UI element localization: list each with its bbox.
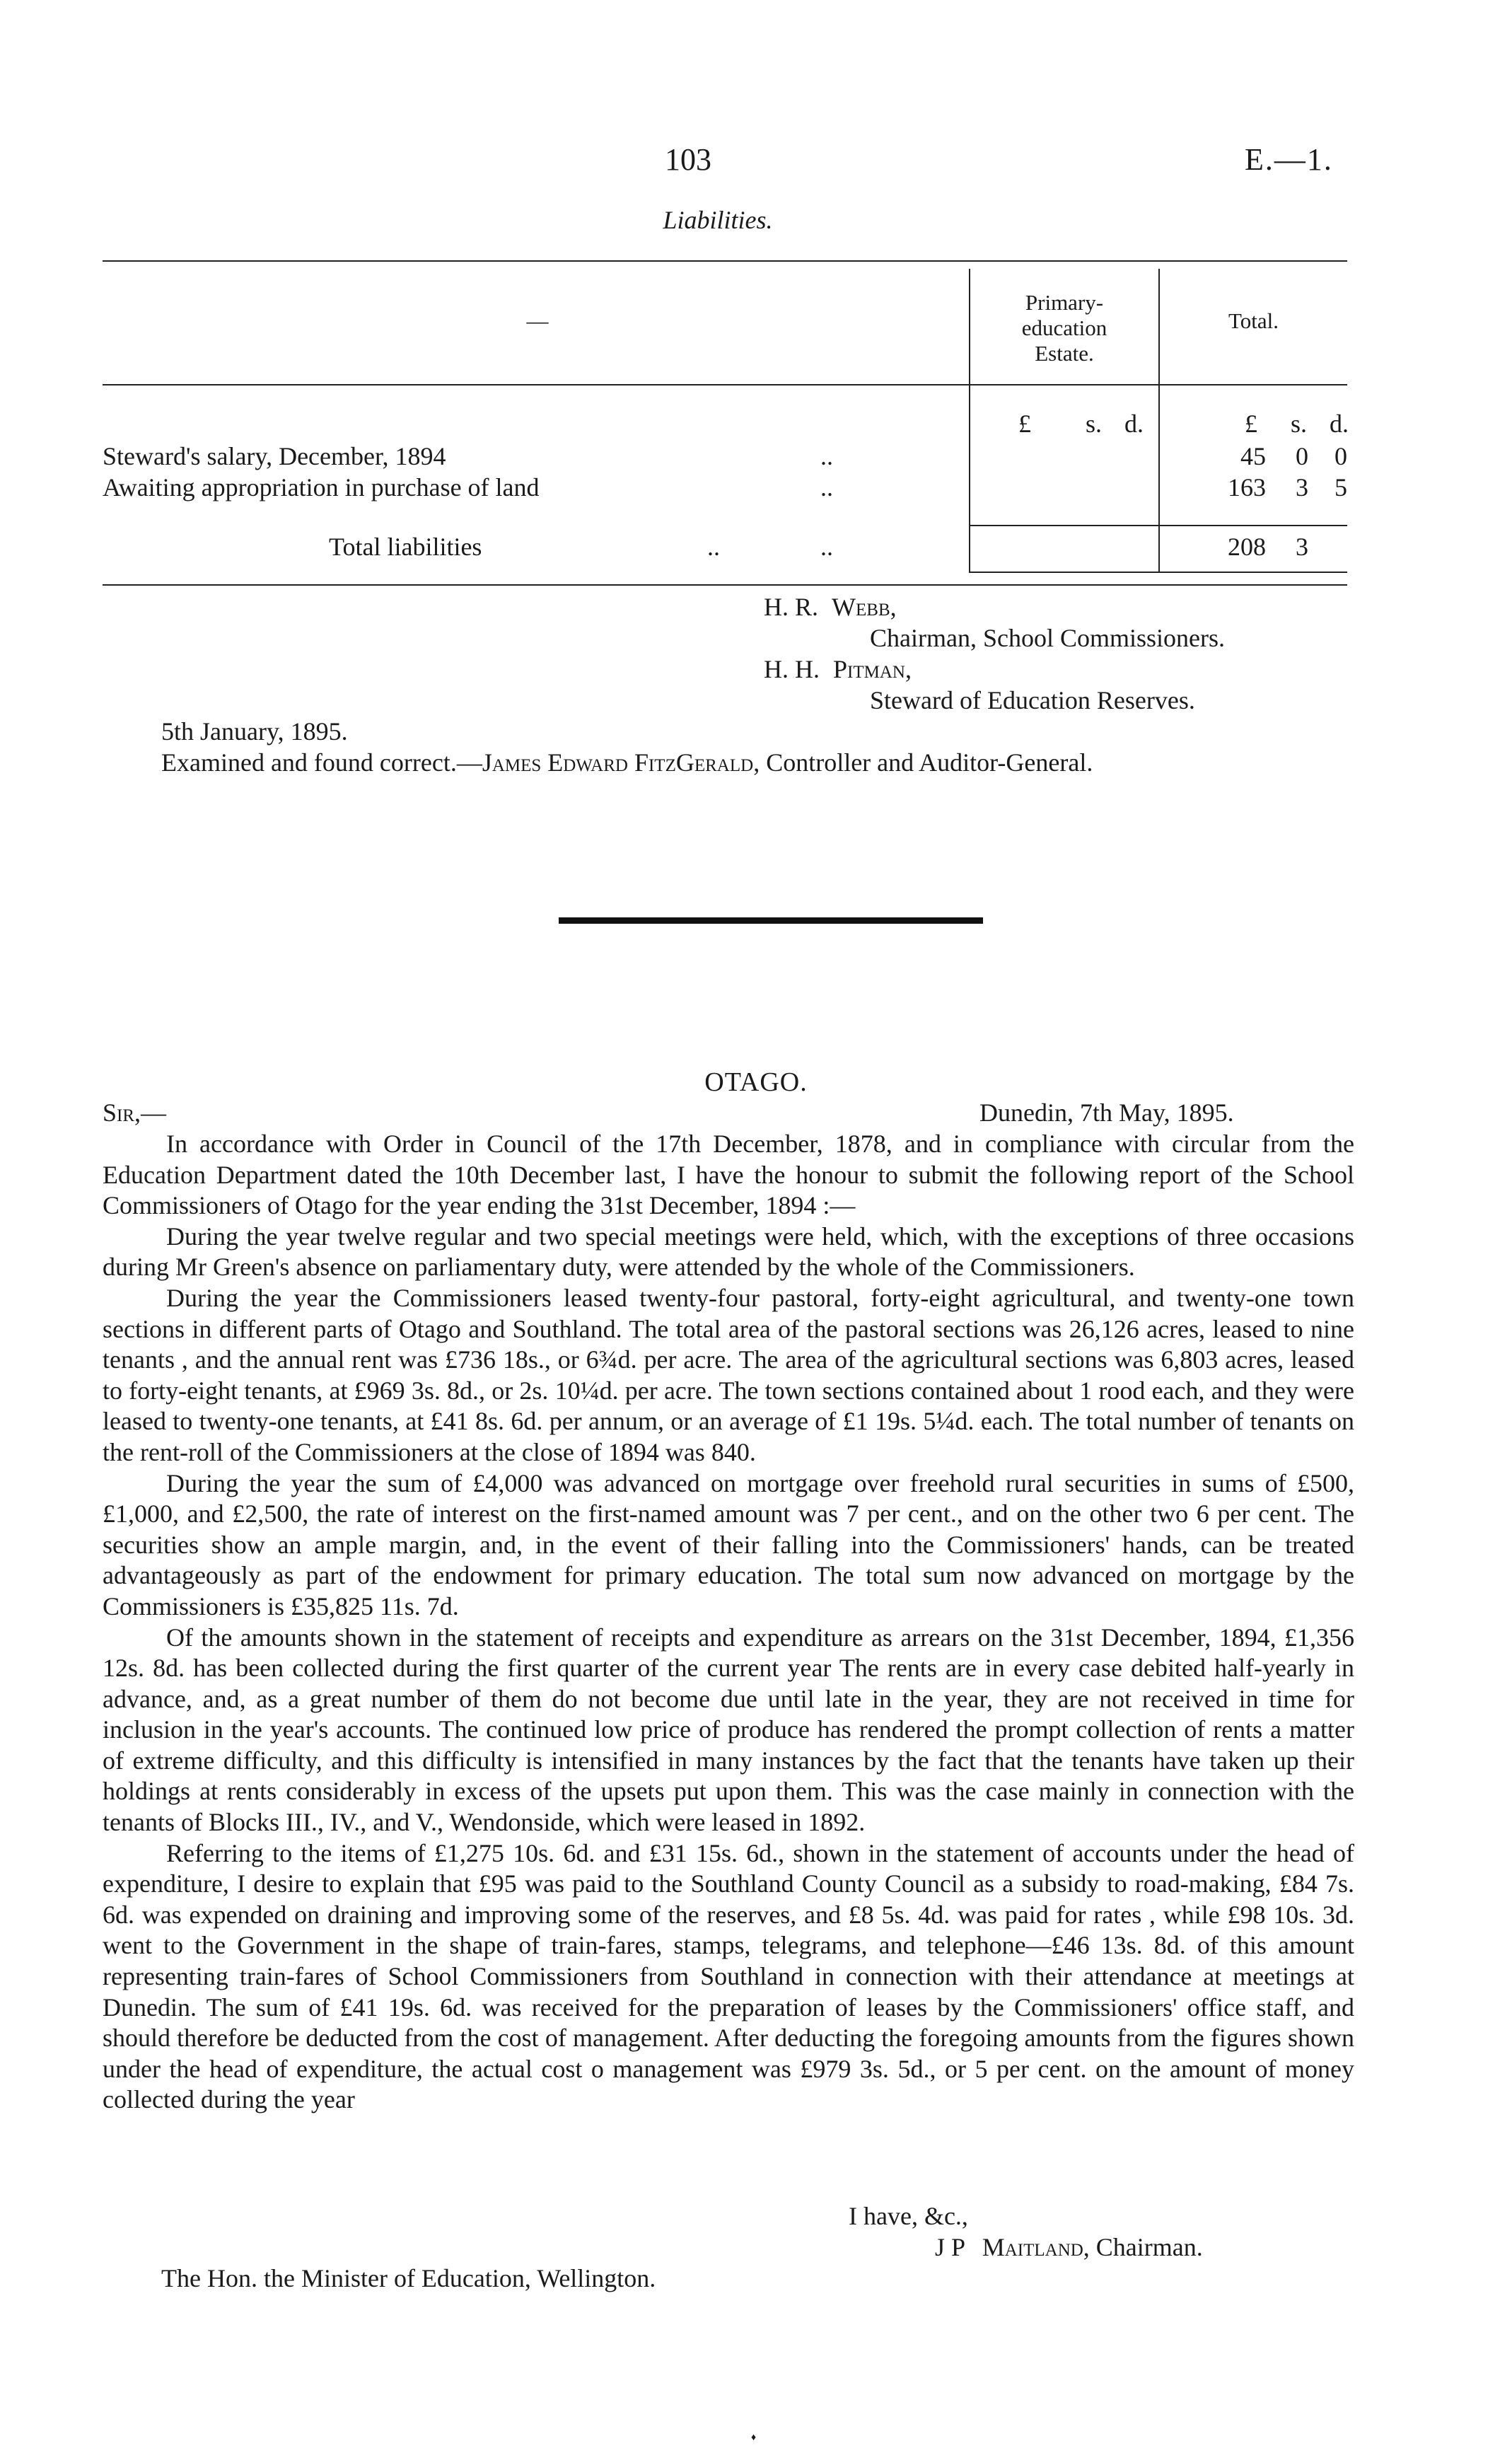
total-leader-1: ..: [707, 533, 720, 561]
signer-initials: J P: [935, 2233, 965, 2261]
total-shillings: 3: [1296, 533, 1308, 561]
signer-initials: H. H.: [764, 655, 820, 683]
row-leader: ..: [820, 473, 833, 501]
row-total-pence: 5: [1334, 473, 1347, 501]
report-paragraph: In accordance with Order in Council of the 17th December, 1878, and in compliance with circular from the Education Department dated the 10th December last, I have the honour to submit the following report of the School Commissioners of Otago for the year ending the 31st December, 1894 :—: [103, 1130, 1354, 1220]
unit-primary-shilling: s.: [1086, 410, 1103, 438]
row-total-pounds: 163: [1228, 473, 1266, 501]
signer-name: Maitland: [982, 2233, 1083, 2261]
report-paragraph: During the year the Commissioners leased twenty-four pastoral, forty-eight agricultural, and twenty-one town sections in different parts of Otago and Southland. The total area of the pastoral sections was 26,126 acres, leased to nine tenants , and the annual rent was £736 18s., or 6¾d. per acre. The area of the agricultural sections was 6,803 acres, leased to forty-eight tenants, at £969 3s. 8d., or 2s. 10¼d. per acre. The town sections contained about 1 rood each, and they were leased to twenty-one tenants, at £41 8s. 6d. per annum, or an average of £1 19s. 5¼d. each. The total number of tenants on the rent-roll of the Commissioners at the close of 1894 was 840.: [103, 1283, 1354, 1466]
row-label: Awaiting appropriation in purchase of land: [103, 473, 540, 501]
primary-col-header: Primary- education Estate.: [1021, 290, 1107, 366]
closing-phrase: I have, &c.,: [849, 2202, 968, 2230]
addressee: The Hon. the Minister of Education, Wellington.: [161, 2264, 656, 2292]
row-total-pence: 0: [1334, 442, 1347, 470]
table-top-rule: [103, 260, 1347, 262]
report-paragraph: Of the amounts shown in the statement of receipts and expenditure as arrears on the 31st December, 1894, £1,356 12s. 8d. has been collected during the first quarter of the current year The rents are in every case debited half-yearly in advance, and, as a great number of them do not become due until late in the year, they are not received in time for inclusion in the year's accounts. The continued low price of produce has rendered the prompt collection of rents a matter of extreme difficulty, and this difficulty is intensified in many instances by the fact that the tenants have taken up their holdings at rents considerably in excess of the upsets put upon them. This was the case mainly in connection with the tenants of Blocks III., IV., and V., Wendonside, which were leased in 1892.: [103, 1623, 1354, 1837]
document-reference: E.—1.: [1245, 142, 1333, 177]
unit-primary-pence: d.: [1124, 410, 1144, 438]
total-col-header: Total.: [1228, 308, 1279, 333]
report-paragraph: During the year twelve regular and two special meetings were held, which, with the exceptions of three occasions during Mr Green's absence on parliamentary duty, were attended by the whole of the Commissioners.: [103, 1222, 1354, 1282]
signer-initials: H. R.: [764, 593, 819, 621]
desc-col-header: —: [526, 308, 549, 333]
total-bottom-rule: [969, 572, 1347, 573]
row-leader: ..: [820, 442, 833, 470]
report-paragraph: Referring to the items of £1,275 10s. 6d. and £31 15s. 6d., shown in the statement of accounts under the head of expenditure, I desire to explain that £95 was paid to the Southland County Council as a subsidy to road-making, £84 7s. 6d. was expended on draining and improving some of the reserves, and £8 5s. 4d. was paid for rates , while £98 10s. 3d. went to the Government in the shape of train-fares, stamps, telegrams, and telephone—£46 13s. 8d. of this amount representing train-fares of School Commissioners from Southland in connection with their attendance at meetings at Dunedin. The sum of £41 19s. 6d. was received for the preparation of leases by the Commissioners' office staff, and should therefore be deducted from the cost of management. After deducting the foregoing amounts from the figures shown under the head of expenditure, the actual cost o management was £979 3s. 5d., or 5 per cent. on the amount of money collected during the year: [103, 1838, 1354, 2114]
place-date: Dunedin, 7th May, 1895.: [979, 1098, 1234, 1127]
auditor-title: , Controller and Auditor-General.: [753, 748, 1093, 777]
audit-certification: [161, 747, 1093, 778]
section-divider: [559, 917, 983, 924]
auditor-name: James Edward FitzGerald: [482, 748, 754, 777]
signer-title: Chairman, School Commissioners.: [870, 624, 1225, 652]
signature-pitman: [764, 654, 912, 685]
audit-prefix: Examined and found correct.—: [161, 748, 482, 777]
unit-total-shilling: s.: [1291, 410, 1308, 438]
signer-title: Steward of Education Reserves.: [870, 686, 1195, 714]
page-number: 103: [665, 142, 711, 177]
signature-webb: [764, 591, 897, 622]
row-total-shillings: 0: [1296, 442, 1308, 470]
header-bottom-rule: [103, 384, 1347, 385]
printer-ornament-icon: ♦: [751, 2432, 757, 2443]
unit-total-pence: d.: [1330, 410, 1349, 438]
report-paragraph: During the year the sum of £4,000 was advanced on mortgage over freehold rural securities in sums of £500, £1,000, and £2,500, the rate of interest on the first-named amount was 7 per cent., and on the other two 6 per cent. The securities show an ample margin, and, in the event of their falling into the Commissioners' hands, can be treated advantageously as part of the endowment for primary education. The total sum now advanced on mortgage by the Commissioners is £35,825 11s. 7d.: [103, 1468, 1354, 1620]
row-total-pounds: 45: [1240, 442, 1266, 470]
section-title: OTAGO.: [704, 1067, 808, 1097]
statement-date: 5th January, 1895.: [161, 717, 348, 746]
table-caption: Liabilities.: [663, 206, 773, 234]
unit-primary-pound: £: [1018, 410, 1031, 438]
salutation: Sir,—: [103, 1098, 167, 1127]
signer-name: Webb,: [832, 593, 897, 621]
total-leader-2: ..: [820, 533, 833, 561]
report-signature: [935, 2232, 1203, 2262]
table-bottom-rule: [103, 584, 1347, 586]
row-label: Steward's salary, December, 1894: [103, 442, 446, 470]
signer-title: , Chairman.: [1083, 2233, 1203, 2261]
total-liabilities-label: Total liabilities: [329, 533, 482, 561]
row-total-shillings: 3: [1296, 473, 1308, 501]
total-pounds: 208: [1228, 533, 1266, 561]
report-body: [103, 1129, 1354, 2116]
signer-name: Pitman,: [833, 655, 912, 683]
unit-total-pound: £: [1245, 410, 1257, 438]
